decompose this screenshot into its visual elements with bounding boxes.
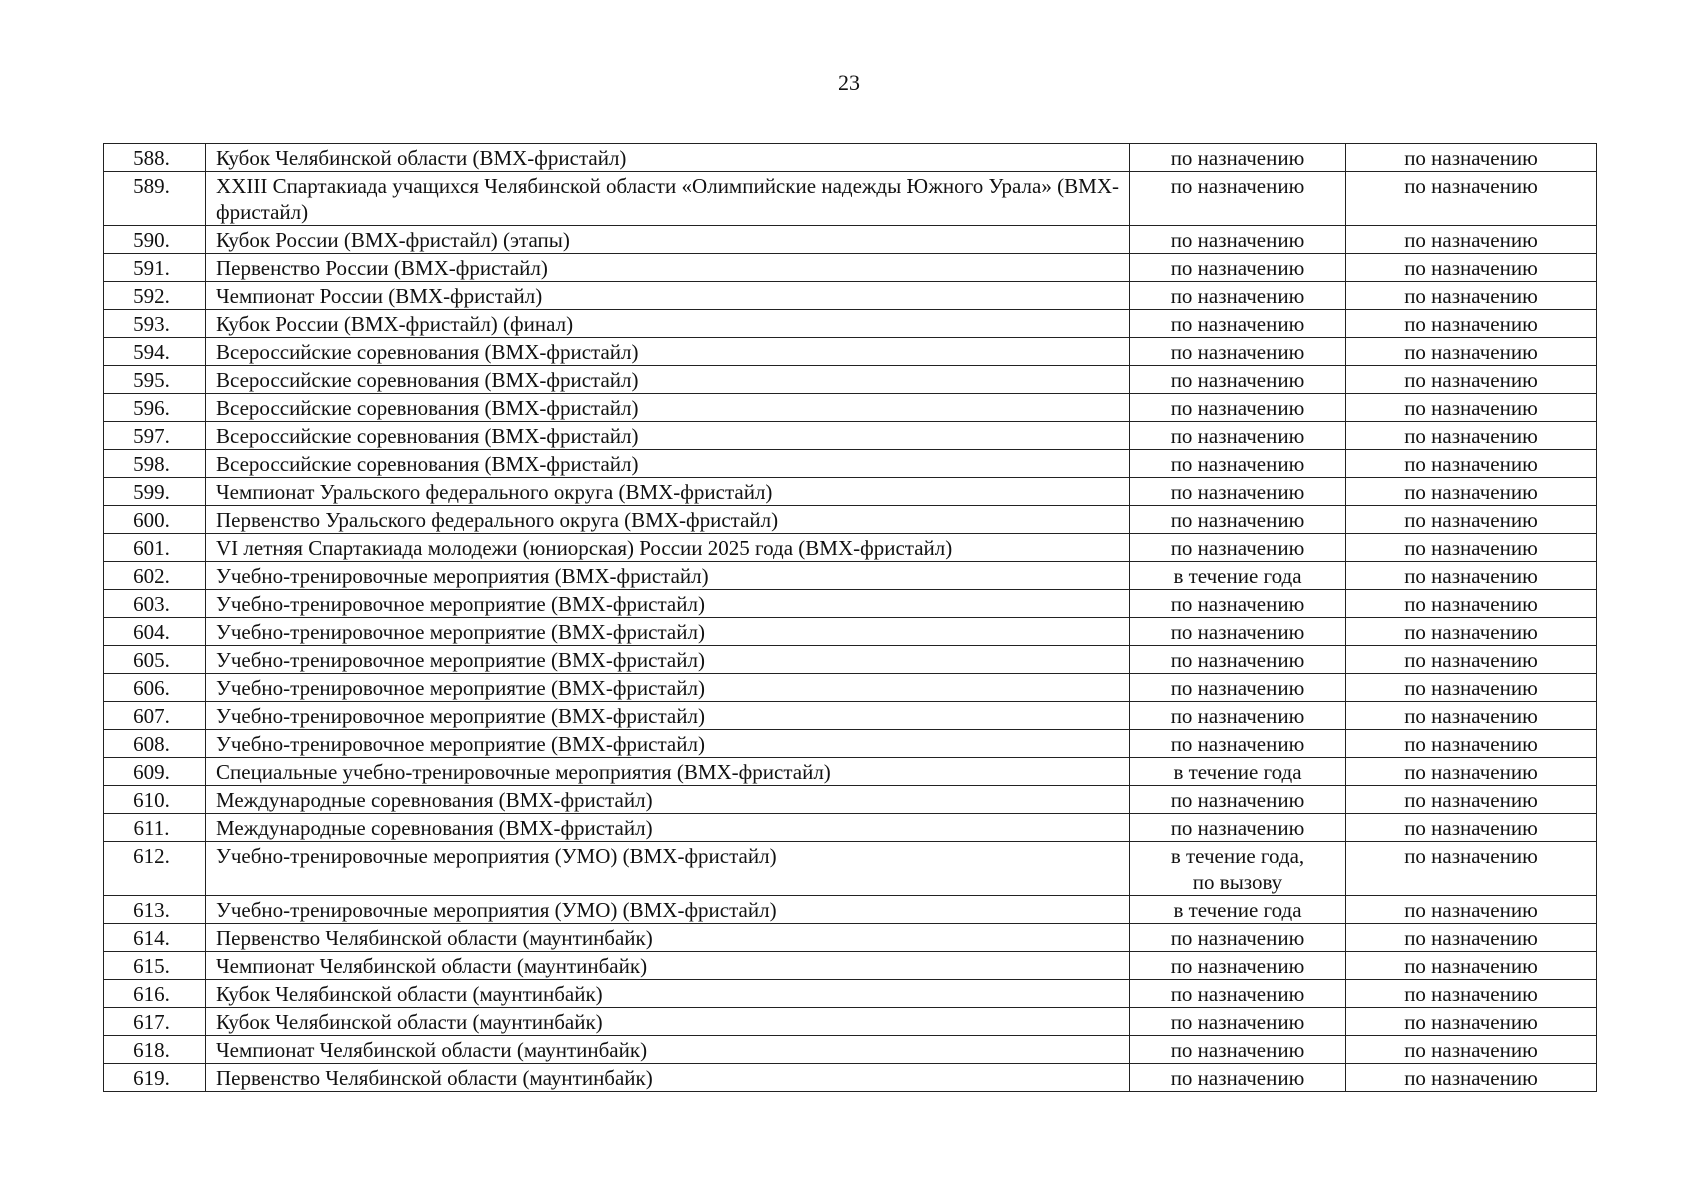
event-date: по назначению (1130, 618, 1346, 646)
event-place: по назначению (1346, 646, 1597, 674)
event-name: Всероссийские соревнования (ВМХ-фристайл) (206, 422, 1130, 450)
event-place: по назначению (1346, 952, 1597, 980)
event-date: по назначению (1130, 366, 1346, 394)
row-number: 609. (104, 758, 206, 786)
table-row (104, 842, 1597, 896)
event-date: по назначению (1130, 786, 1346, 814)
event-place: по назначению (1346, 422, 1597, 450)
table-row (104, 338, 1597, 366)
event-date: по назначению (1130, 172, 1346, 226)
event-place: по назначению (1346, 980, 1597, 1008)
row-number: 613. (104, 896, 206, 924)
row-number: 618. (104, 1036, 206, 1064)
event-name: Первенство России (ВМХ-фристайл) (206, 254, 1130, 282)
event-place: по назначению (1346, 786, 1597, 814)
row-number: 588. (104, 144, 206, 172)
event-date: по назначению (1130, 702, 1346, 730)
event-name: Чемпионат Челябинской области (маунтинбайк) (206, 1036, 1130, 1064)
event-place: по назначению (1346, 1064, 1597, 1092)
event-place: по назначению (1346, 144, 1597, 172)
table-row (104, 478, 1597, 506)
event-date: по назначению (1130, 674, 1346, 702)
row-number: 594. (104, 338, 206, 366)
event-name: VI летняя Спартакиада молодежи (юниорская) России 2025 года (ВМХ-фристайл) (206, 534, 1130, 562)
events-table-body (104, 144, 1597, 1092)
row-number: 603. (104, 590, 206, 618)
table-row (104, 1008, 1597, 1036)
event-name: Учебно-тренировочное мероприятие (ВМХ-фристайл) (206, 674, 1130, 702)
row-number: 600. (104, 506, 206, 534)
event-place: по назначению (1346, 730, 1597, 758)
event-name: Всероссийские соревнования (ВМХ-фристайл) (206, 366, 1130, 394)
event-date: по назначению (1130, 1064, 1346, 1092)
event-place: по назначению (1346, 1036, 1597, 1064)
table-row (104, 786, 1597, 814)
table-row (104, 422, 1597, 450)
event-place: по назначению (1346, 366, 1597, 394)
event-name: Учебно-тренировочные мероприятия (УМО) (ВМХ-фристайл) (206, 842, 1130, 896)
event-date: по назначению (1130, 282, 1346, 310)
event-name: Учебно-тренировочное мероприятие (ВМХ-фристайл) (206, 646, 1130, 674)
event-place: по назначению (1346, 562, 1597, 590)
event-name: Учебно-тренировочное мероприятие (ВМХ-фристайл) (206, 590, 1130, 618)
row-number: 608. (104, 730, 206, 758)
table-row (104, 254, 1597, 282)
row-number: 593. (104, 310, 206, 338)
event-place: по назначению (1346, 842, 1597, 896)
event-date: по назначению (1130, 590, 1346, 618)
row-number: 592. (104, 282, 206, 310)
event-date: по назначению (1130, 254, 1346, 282)
table-row (104, 814, 1597, 842)
event-place: по назначению (1346, 254, 1597, 282)
event-name: Учебно-тренировочное мероприятие (ВМХ-фристайл) (206, 702, 1130, 730)
events-table (103, 143, 1597, 1092)
event-name: Международные соревнования (ВМХ-фристайл) (206, 786, 1130, 814)
event-name: Первенство Челябинской области (маунтинбайк) (206, 1064, 1130, 1092)
event-name: Всероссийские соревнования (ВМХ-фристайл) (206, 338, 1130, 366)
event-date: по назначению (1130, 310, 1346, 338)
event-date: по назначению (1130, 730, 1346, 758)
table-row (104, 952, 1597, 980)
event-date: по назначению (1130, 814, 1346, 842)
table-row (104, 144, 1597, 172)
event-name: Первенство Челябинской области (маунтинбайк) (206, 924, 1130, 952)
row-number: 589. (104, 172, 206, 226)
row-number: 601. (104, 534, 206, 562)
event-name: Кубок Челябинской области (маунтинбайк) (206, 1008, 1130, 1036)
event-date: по назначению (1130, 394, 1346, 422)
event-date: по назначению (1130, 144, 1346, 172)
event-name: Всероссийские соревнования (ВМХ-фристайл) (206, 394, 1130, 422)
row-number: 598. (104, 450, 206, 478)
table-row (104, 758, 1597, 786)
row-number: 607. (104, 702, 206, 730)
table-row (104, 1036, 1597, 1064)
event-date: в течение года (1130, 896, 1346, 924)
event-place: по назначению (1346, 394, 1597, 422)
event-place: по назначению (1346, 896, 1597, 924)
table-row (104, 674, 1597, 702)
event-name: XXIII Спартакиада учащихся Челябинской области «Олимпийские надежды Южного Урала» (ВМХ-фристайл) (206, 172, 1130, 226)
row-number: 595. (104, 366, 206, 394)
event-place: по назначению (1346, 590, 1597, 618)
event-place: по назначению (1346, 814, 1597, 842)
event-name: Чемпионат Уральского федерального округа (ВМХ-фристайл) (206, 478, 1130, 506)
row-number: 599. (104, 478, 206, 506)
row-number: 615. (104, 952, 206, 980)
event-date: по назначению (1130, 924, 1346, 952)
table-row (104, 450, 1597, 478)
event-name: Кубок Челябинской области (ВМХ-фристайл) (206, 144, 1130, 172)
event-name: Первенство Уральского федерального округа (ВМХ-фристайл) (206, 506, 1130, 534)
row-number: 590. (104, 226, 206, 254)
event-date: по назначению (1130, 646, 1346, 674)
table-row (104, 924, 1597, 952)
event-place: по назначению (1346, 674, 1597, 702)
row-number: 591. (104, 254, 206, 282)
event-date: по назначению (1130, 980, 1346, 1008)
table-row (104, 730, 1597, 758)
table-row (104, 534, 1597, 562)
row-number: 617. (104, 1008, 206, 1036)
event-date: по назначению (1130, 226, 1346, 254)
event-date: по назначению (1130, 1008, 1346, 1036)
table-row (104, 980, 1597, 1008)
row-number: 604. (104, 618, 206, 646)
row-number: 614. (104, 924, 206, 952)
table-row (104, 366, 1597, 394)
table-row (104, 1064, 1597, 1092)
table-row (104, 506, 1597, 534)
event-date: по назначению (1130, 478, 1346, 506)
row-number: 602. (104, 562, 206, 590)
event-name: Учебно-тренировочное мероприятие (ВМХ-фристайл) (206, 618, 1130, 646)
row-number: 596. (104, 394, 206, 422)
table-row (104, 590, 1597, 618)
event-date: в течение года (1130, 758, 1346, 786)
event-place: по назначению (1346, 478, 1597, 506)
event-name: Чемпионат России (ВМХ-фристайл) (206, 282, 1130, 310)
event-date: по назначению (1130, 952, 1346, 980)
table-row (104, 226, 1597, 254)
event-place: по назначению (1346, 506, 1597, 534)
event-date: по назначению (1130, 422, 1346, 450)
row-number: 611. (104, 814, 206, 842)
event-name: Учебно-тренировочные мероприятия (ВМХ-фристайл) (206, 562, 1130, 590)
event-name: Учебно-тренировочное мероприятие (ВМХ-фристайл) (206, 730, 1130, 758)
table-row (104, 394, 1597, 422)
table-row (104, 618, 1597, 646)
event-place: по назначению (1346, 310, 1597, 338)
event-place: по назначению (1346, 534, 1597, 562)
event-name: Кубок России (ВМХ-фристайл) (финал) (206, 310, 1130, 338)
row-number: 612. (104, 842, 206, 896)
event-name: Всероссийские соревнования (ВМХ-фристайл) (206, 450, 1130, 478)
table-row (104, 282, 1597, 310)
event-name: Кубок Челябинской области (маунтинбайк) (206, 980, 1130, 1008)
table-row (104, 172, 1597, 226)
event-place: по назначению (1346, 618, 1597, 646)
row-number: 606. (104, 674, 206, 702)
event-date: в течение года, по вызову (1130, 842, 1346, 896)
row-number: 610. (104, 786, 206, 814)
event-date: по назначению (1130, 1036, 1346, 1064)
event-name: Учебно-тренировочные мероприятия (УМО) (ВМХ-фристайл) (206, 896, 1130, 924)
event-name: Международные соревнования (ВМХ-фристайл) (206, 814, 1130, 842)
event-place: по назначению (1346, 1008, 1597, 1036)
event-place: по назначению (1346, 450, 1597, 478)
event-date: в течение года (1130, 562, 1346, 590)
row-number: 597. (104, 422, 206, 450)
table-row (104, 702, 1597, 730)
table-row (104, 310, 1597, 338)
event-place: по назначению (1346, 282, 1597, 310)
event-place: по назначению (1346, 226, 1597, 254)
event-place: по назначению (1346, 172, 1597, 226)
event-date: по назначению (1130, 506, 1346, 534)
event-place: по назначению (1346, 702, 1597, 730)
table-row (104, 896, 1597, 924)
event-name: Кубок России (ВМХ-фристайл) (этапы) (206, 226, 1130, 254)
event-place: по назначению (1346, 758, 1597, 786)
row-number: 605. (104, 646, 206, 674)
event-name: Чемпионат Челябинской области (маунтинбайк) (206, 952, 1130, 980)
row-number: 619. (104, 1064, 206, 1092)
event-place: по назначению (1346, 924, 1597, 952)
table-row (104, 562, 1597, 590)
page-number: 23 (838, 70, 860, 95)
row-number: 616. (104, 980, 206, 1008)
table-row (104, 646, 1597, 674)
event-date: по назначению (1130, 534, 1346, 562)
event-place: по назначению (1346, 338, 1597, 366)
event-date: по назначению (1130, 338, 1346, 366)
event-date: по назначению (1130, 450, 1346, 478)
event-name: Специальные учебно-тренировочные мероприятия (ВМХ-фристайл) (206, 758, 1130, 786)
